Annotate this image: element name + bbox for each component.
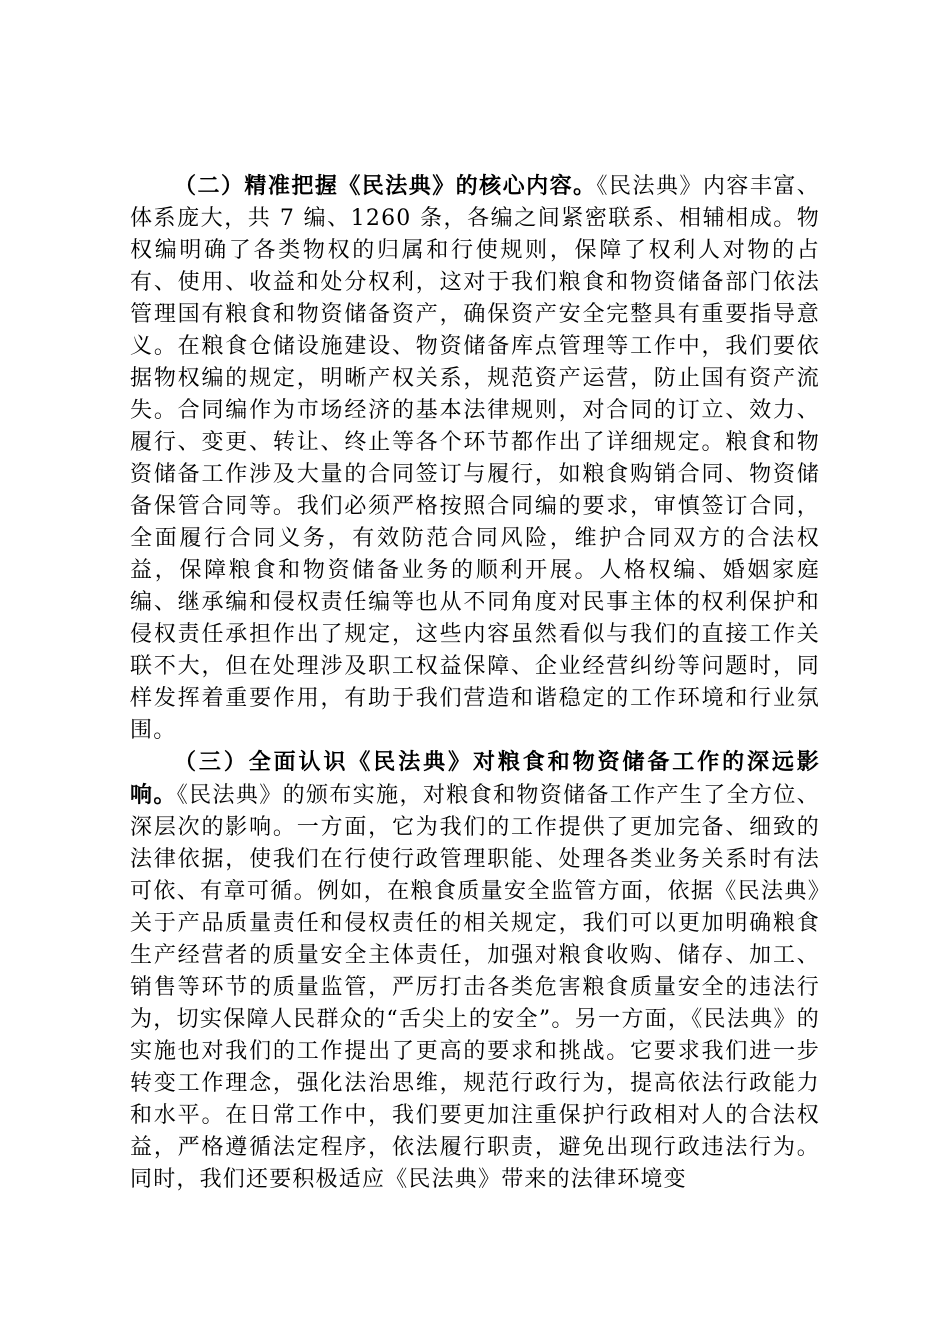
section-2-heading: （二）精准把握《民法典》的核心内容。: [174, 173, 597, 199]
section-3-heading: （三）全面认识《民法典》对粮食和物资储备工作的深远影响。: [130, 749, 820, 808]
paragraph-section-3: [130, 746, 820, 1196]
paragraph-section-2: [130, 170, 820, 747]
section-3-body: 《民法典》的颁布实施，对粮食和物资储备工作产生了全方位、深层次的影响。一方面，它为我们的工作提供了更加完备、细致的法律依据，使我们在行使行政管理职能、处理各类业务关系时有法可依、有章可循。例如，在粮食质量安全监管方面，依据《民法典》关于产品质量责任和侵权责任的相关规定，我们可以更加明确粮食生产经营者的质量安全主体责任，加强对粮食收购、储存、加工、销售等环节的质量监管，严厉打击各类危害粮食质量安全的违法行为，切实保障人民群众的“舌尖上的安全”。另一方面，《民法典》的实施也对我们的工作提出了更高的要求和挑战。它要求我们进一步转变工作理念，强化法治思维，规范行政行为，提高依法行政能力和水平。在日常工作中，我们要更加注重保护行政相对人的合法权益，严格遵循法定程序，依法履行职责，避免出现行政违法行为。同时，我们还要积极适应《民法典》带来的法律环境变: [130, 783, 820, 1192]
section-2-body: 《民法典》内容丰富、体系庞大，共 7 编、1260 条，各编之间紧密联系、相辅相成。物权编明确了各类物权的归属和行使规则，保障了权利人对物的占有、使用、收益和处分权利，这对于我们粮食和物资储备部门依法管理国有粮食和物资储备资产，确保资产安全完整具有重要指导意义。在粮食仓储设施建设、物资储备库点管理等工作中，我们要依据物权编的规定，明晰产权关系，规范资产运营，防止国有资产流失。合同编作为市场经济的基本法律规则，对合同的订立、效力、履行、变更、转让、终止等各个环节都作出了详细规定。粮食和物资储备工作涉及大量的合同签订与履行，如粮食购销合同、物资储备保管合同等。我们必须严格按照合同编的要求，审慎签订合同，全面履行合同义务，有效防范合同风险，维护合同双方的合法权益，保障粮食和物资储备业务的顺利开展。人格权编、婚姻家庭编、继承编和侵权责任编等也从不同角度对民事主体的权利保护和侵权责任承担作出了规定，这些内容虽然看似与我们的直接工作关联不大，但在处理涉及职工权益保障、企业经营纠纷等问题时，同样发挥着重要作用，有助于我们营造和谐稳定的工作环境和行业氛围。: [130, 174, 820, 743]
